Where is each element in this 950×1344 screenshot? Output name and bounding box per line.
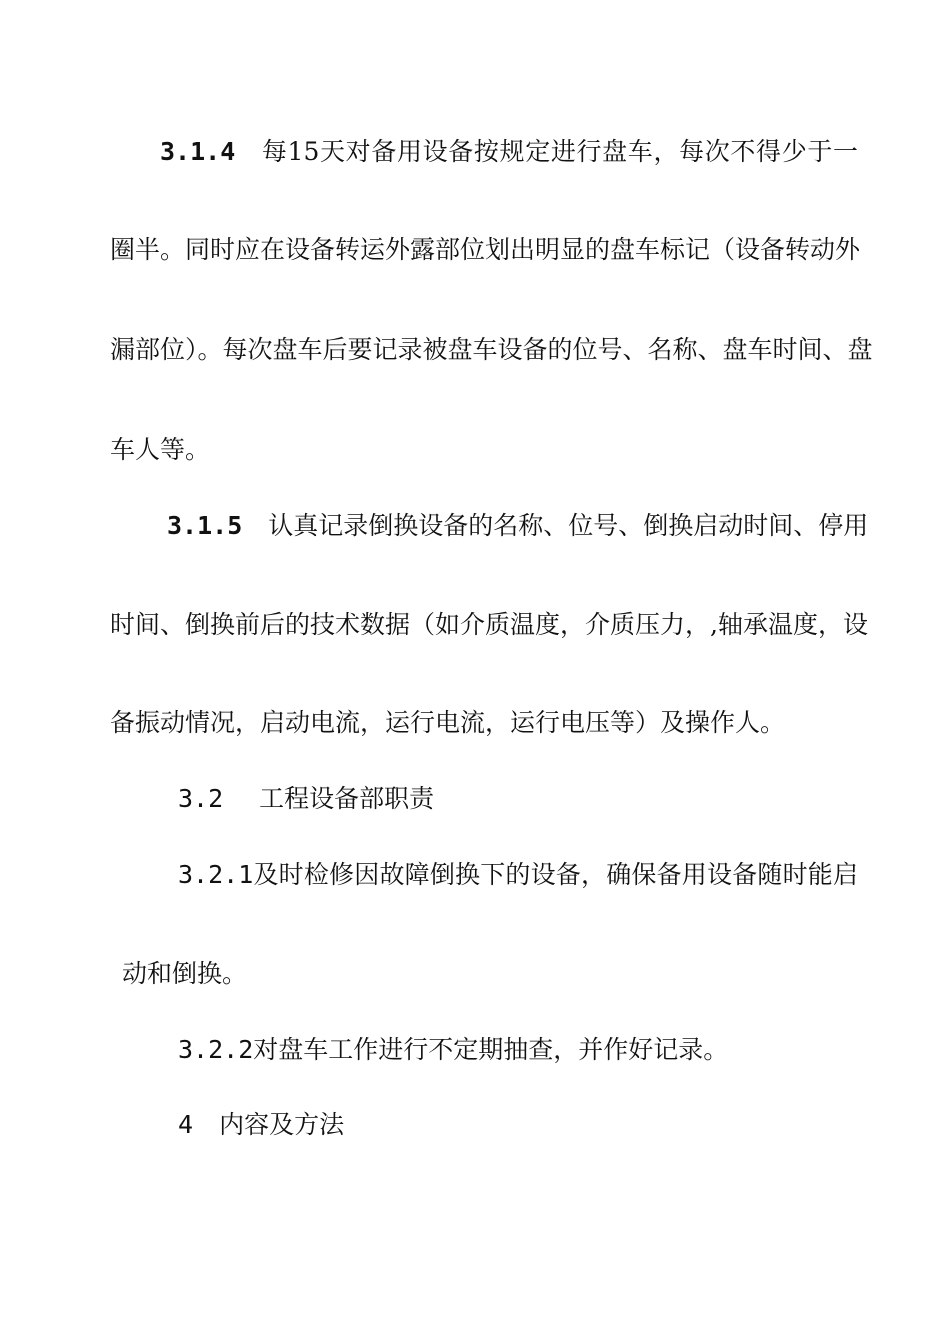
paragraph-text: 时间、倒换前后的技术数据（如介质温度，介质压力，,轴承温度，设 [110, 610, 868, 639]
paragraph-3-1-4-line-3 [110, 333, 873, 367]
section-number-4: 4 [178, 1110, 194, 1139]
paragraph-3-2-2-line-1 [178, 1033, 778, 1067]
paragraph-3-1-5-line-1 [167, 509, 869, 543]
section-title: 内容及方法 [219, 1110, 345, 1139]
paragraph-3-1-4-line-1 [160, 135, 858, 169]
section-number-3-2-2: 3.2.2 [178, 1035, 254, 1064]
paragraph-3-1-4-line-4 [110, 433, 858, 467]
paragraph-text: 备振动情况，启动电流，运行电流，运行电压等）及操作人。 [110, 708, 786, 737]
paragraph-text: 认真记录倒换设备的名称、位号、倒换启动时间、停用 [268, 511, 869, 540]
paragraph-3-2-1-line-1 [178, 858, 858, 892]
paragraph-text: 每15天对备用设备按规定进行盘车，每次不得少于一 [261, 137, 858, 166]
section-number-3-2-1: 3.2.1 [178, 860, 254, 889]
paragraph-text: 对盘车工作进行不定期抽查，并作好记录。 [253, 1035, 729, 1064]
paragraph-text: 车人等。 [110, 435, 211, 464]
paragraph-3-2-1-line-2 [122, 957, 870, 991]
section-number-3-1-4: 3.1.4 [160, 137, 236, 166]
paragraph-text: 动和倒换。 [122, 959, 248, 988]
heading-4 [178, 1108, 578, 1142]
paragraph-text: 及时检修因故障倒换下的设备，确保备用设备随时能启 [253, 860, 858, 889]
heading-3-2 [178, 782, 578, 816]
paragraph-text: 圈半。同时应在设备转运外露部位划出明显的盘车标记（设备转动外 [110, 235, 861, 264]
section-number-3-2: 3.2 [178, 784, 224, 813]
paragraph-text: 漏部位）。每次盘车后要记录被盘车设备的位号、名称、盘车时间、盘 [110, 335, 873, 364]
paragraph-3-1-4-line-2 [110, 233, 861, 267]
section-title: 工程设备部职责 [259, 784, 435, 813]
section-number-3-1-5: 3.1.5 [167, 511, 243, 540]
paragraph-3-1-5-line-2 [110, 608, 868, 642]
paragraph-3-1-5-line-3 [110, 706, 858, 740]
